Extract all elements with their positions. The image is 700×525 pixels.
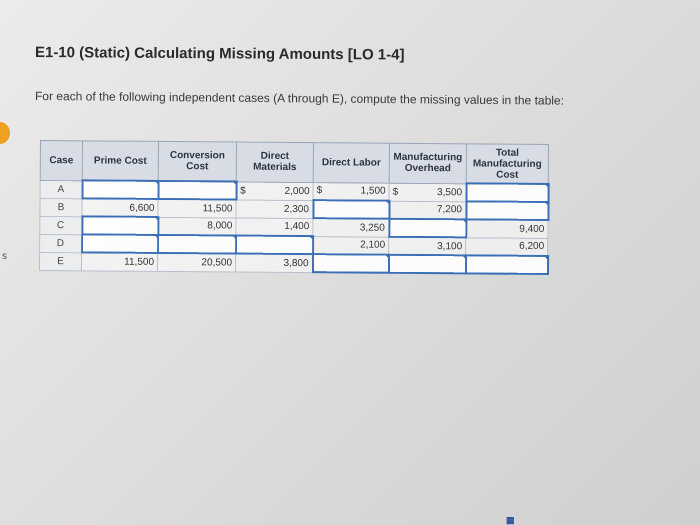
direct-materials-cell-b: 2,300: [236, 200, 313, 219]
direct-materials-cell-a: $ 2,000: [236, 182, 313, 201]
header-direct-materials: Direct Materials: [236, 142, 313, 182]
currency-symbol: $: [316, 185, 323, 197]
conversion-cost-cell-e: 20,500: [157, 253, 235, 272]
header-direct-labor: Direct Labor: [313, 143, 389, 183]
instructions-text: For each of the following independent cases (A through E), compute the missing values in the table:: [34, 89, 565, 108]
direct-labor-cell-d: 2,100: [313, 236, 389, 255]
direct-labor-cell-a: $ 1,500: [313, 182, 389, 201]
direct-materials-cell-e: 3,800: [235, 254, 312, 273]
header-case: Case: [40, 141, 82, 181]
table-header-row: [40, 141, 548, 184]
side-tab[interactable]: [0, 122, 10, 144]
direct-materials-cell-c: 1,400: [236, 218, 313, 237]
conversion-cost-cell-c: 8,000: [158, 217, 236, 236]
case-label: C: [40, 216, 82, 234]
total-cost-input-b[interactable]: [466, 201, 548, 220]
prime-cost-input-a[interactable]: [82, 180, 158, 199]
header-total-manufacturing-cost: Total Manufacturing Cost: [466, 144, 548, 184]
case-label: E: [39, 252, 81, 270]
header-prime-cost: Prime Cost: [82, 141, 158, 181]
missing-amounts-table-wrapper: [39, 140, 548, 275]
conversion-cost-input-d[interactable]: [158, 235, 236, 254]
case-label: D: [40, 234, 82, 252]
conversion-cost-cell-b: 11,500: [158, 199, 236, 218]
total-cost-input-e[interactable]: [465, 255, 547, 274]
page-title: E1-10 (Static) Calculating Missing Amounts [LO 1-4]: [34, 44, 405, 64]
overhead-cell-d: 3,100: [389, 237, 466, 256]
conversion-cost-input-a[interactable]: [158, 181, 236, 200]
prime-cost-cell-e: 11,500: [81, 252, 157, 271]
direct-materials-input-d[interactable]: [236, 236, 313, 255]
overhead-cell-a: $ 3,500: [389, 183, 466, 202]
overhead-cell-b: 7,200: [389, 201, 466, 220]
table-row-e: [39, 252, 547, 274]
direct-labor-input-b[interactable]: [313, 200, 389, 219]
overhead-input-c[interactable]: [389, 219, 466, 238]
case-label: A: [40, 180, 82, 198]
edge-mark: s: [2, 251, 7, 262]
prime-cost-cell-b: 6,600: [82, 198, 158, 217]
total-cost-cell-d: 6,200: [466, 237, 548, 256]
total-cost-cell-c: 9,400: [466, 219, 548, 238]
prime-cost-input-c[interactable]: [82, 216, 158, 235]
case-label: B: [40, 198, 82, 216]
missing-amounts-table: [39, 140, 550, 275]
grid-icon[interactable]: ▦: [506, 515, 515, 525]
header-conversion-cost: Conversion Cost: [158, 141, 236, 181]
prime-cost-input-d[interactable]: [82, 234, 158, 253]
overhead-input-e[interactable]: [388, 255, 465, 274]
header-manufacturing-overhead: Manufacturing Overhead: [389, 143, 466, 183]
direct-labor-input-e[interactable]: [312, 254, 388, 273]
direct-labor-cell-c: 3,250: [313, 218, 389, 237]
currency-symbol: $: [392, 186, 399, 198]
currency-symbol: $: [240, 185, 246, 197]
total-cost-input-a[interactable]: [466, 183, 548, 202]
